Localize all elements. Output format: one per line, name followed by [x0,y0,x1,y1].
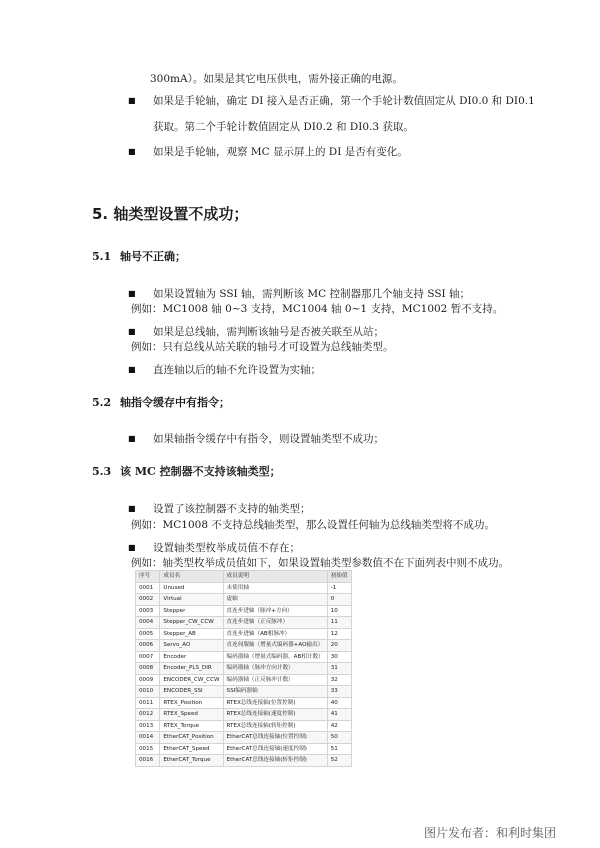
table-cell: 50 [327,732,351,744]
table-row [136,628,352,640]
table-row [136,686,352,698]
continuation-text: 300mA）。如果是其它电压供电，需外接正确的电源。 [150,73,403,85]
table-cell: 52 [327,755,351,767]
bullet-icon: ■ [128,289,136,298]
table-cell: 直连步进轴（正反脉冲） [223,617,327,629]
table-row [136,640,352,652]
bullet-text: 直连轴以后的轴不允许设置为实轴； [153,364,321,376]
table-cell: ENCODER_CW_CCW [160,674,223,686]
bullet-text: 如果设置轴为 SSI 轴，需判断该 MC 控制器那几个轴支持 SSI 轴； [153,288,471,300]
bullet-continuation: 获取。第二个手轮计数值固定从 DI0.2 和 DI0.3 获取。 [153,121,414,133]
table-row [136,674,352,686]
bullet-text: 如果是手轮轴，观察 MC 显示屏上的 DI 是否有变化。 [153,146,408,158]
subsection-title: 轴指令缓存中有指令； [120,396,230,409]
bullet-icon: ■ [128,96,136,105]
table-cell: ENCODER_SSI [160,686,223,698]
table-cell: Encoder_PLS_DIR [160,663,223,675]
table-cell: 0014 [136,732,160,744]
table-row [136,755,352,767]
column-header: 成员说明 [223,571,327,583]
bullet-icon: ■ [128,327,136,336]
bullet-text: 设置轴类型枚举成员值不存在； [153,542,300,554]
table-cell: Servo_AO [160,640,223,652]
table-cell: 0006 [136,640,160,652]
table-cell: 0004 [136,617,160,629]
column-header: 成员名 [160,571,223,583]
table-cell: 0001 [136,582,160,594]
table-cell: 33 [327,686,351,698]
table-row [136,651,352,663]
table-cell: RTEX_Torque [160,720,223,732]
publisher-credit: 图片发布者：和利时集团 [424,826,557,840]
table-cell: 编码器轴（正反脉冲计数） [223,674,327,686]
table-row [136,732,352,744]
example-text: 例如：轴类型枚举成员值如下，如果设置轴类型参数值不在下面列表中则不成功。 [131,557,509,569]
bullet-text: 设置了该控制器不支持的轴类型； [153,503,311,515]
subsection-heading [92,463,281,479]
bullet-icon: ■ [128,504,136,513]
table-header-row [136,571,352,583]
table-cell: 12 [327,628,351,640]
table-cell: 31 [327,663,351,675]
table-cell: Encoder [160,651,223,663]
table-cell: 42 [327,720,351,732]
table-cell: 编码器轴（增量式编码器，AB相计数） [223,651,327,663]
table-cell: RTEX总线连接轴(速度控制) [223,709,327,721]
table-cell: Unused [160,582,223,594]
table-row [136,720,352,732]
table-cell: 10 [327,605,351,617]
table-cell: RTEX_Position [160,697,223,709]
bullet-text: 如果轴指令缓存中有指令，则设置轴类型不成功； [153,433,384,445]
table-cell: 51 [327,743,351,755]
subsection-number: 5.2 [92,396,112,409]
table-row [136,594,352,606]
table-cell: 20 [327,640,351,652]
bullet-text: 如果是手轮轴，确定 DI 接入是否正确，第一个手轮计数值固定从 DI0.0 和 DI0.1 [153,95,535,107]
table-cell: EtherCAT_Position [160,732,223,744]
table-row [136,663,352,675]
subsection-heading [92,394,230,410]
table-cell: Virtual [160,594,223,606]
subsection-title: 轴号不正确； [120,250,186,263]
table-cell: 0003 [136,605,160,617]
table-cell: 0013 [136,720,160,732]
subsection-number: 5.3 [92,465,112,478]
table-cell: 11 [327,617,351,629]
table-cell: 编码器轴（脉冲方向计数） [223,663,327,675]
table-row [136,743,352,755]
table-cell: 0009 [136,674,160,686]
example-text: 例如：只有总线从站关联的轴号才可设置为总线轴类型。 [131,341,394,353]
table-cell: RTEX总线连接轴(转矩控制) [223,720,327,732]
subsection-heading [92,248,186,264]
column-header: 初始值 [327,571,351,583]
table-row [136,582,352,594]
table-cell: 30 [327,651,351,663]
table-cell: 直连步进轴（脉冲+方向） [223,605,327,617]
table-cell: -1 [327,582,351,594]
table-cell: 32 [327,674,351,686]
table-row [136,605,352,617]
table-cell: EtherCAT_Torque [160,755,223,767]
column-header: 序号 [136,571,160,583]
subsection-number: 5.1 [92,250,112,263]
table-row [136,617,352,629]
table-row [136,709,352,721]
table-cell: 40 [327,697,351,709]
table-cell: 0005 [136,628,160,640]
bullet-icon: ■ [128,543,136,552]
table-cell: EtherCAT总线连接轴(位置控制) [223,732,327,744]
bullet-icon: ■ [128,365,136,374]
table-cell: 41 [327,709,351,721]
table-cell: 0002 [136,594,160,606]
bullet-text: 如果是总线轴，需判断该轴号是否被关联至从站； [153,326,384,338]
table-cell: 0010 [136,686,160,698]
table-cell: 直连伺服轴（增量式编码器+AO输出） [223,640,327,652]
axis-type-enum-table [135,570,352,767]
table-cell: 0015 [136,743,160,755]
bullet-icon: ■ [128,434,136,443]
table-cell: Stepper [160,605,223,617]
example-text: 例如：MC1008 轴 0~3 支持，MC1004 轴 0~1 支持，MC1002 暂不支持。 [131,303,504,315]
table-cell: 0 [327,594,351,606]
table-cell: 直连步进轴（AB相脉冲） [223,628,327,640]
table-cell: RTEX_Speed [160,709,223,721]
table-cell: 0008 [136,663,160,675]
example-text: 例如：MC1008 不支持总线轴类型，那么设置任何轴为总线轴类型将不成功。 [131,519,495,531]
table-cell: EtherCAT_Speed [160,743,223,755]
bullet-icon: ■ [128,147,136,156]
table-cell: 0007 [136,651,160,663]
table-cell: 虚轴 [223,594,327,606]
table-cell: Stepper_CW_CCW [160,617,223,629]
table-cell: EtherCAT总线连接轴(转矩控制) [223,755,327,767]
table-row [136,697,352,709]
section-heading: 5. 轴类型设置不成功； [92,205,249,223]
table-cell: 0016 [136,755,160,767]
subsection-title: 该 MC 控制器不支持该轴类型； [120,465,281,478]
table-cell: 0011 [136,697,160,709]
table-cell: Stepper_AB [160,628,223,640]
table-cell: RTEX总线连接轴(位置控制) [223,697,327,709]
table-cell: SSI编码器轴 [223,686,327,698]
table-cell: 未使用轴 [223,582,327,594]
table-cell: EtherCAT总线连接轴(速度控制) [223,743,327,755]
table-cell: 0012 [136,709,160,721]
